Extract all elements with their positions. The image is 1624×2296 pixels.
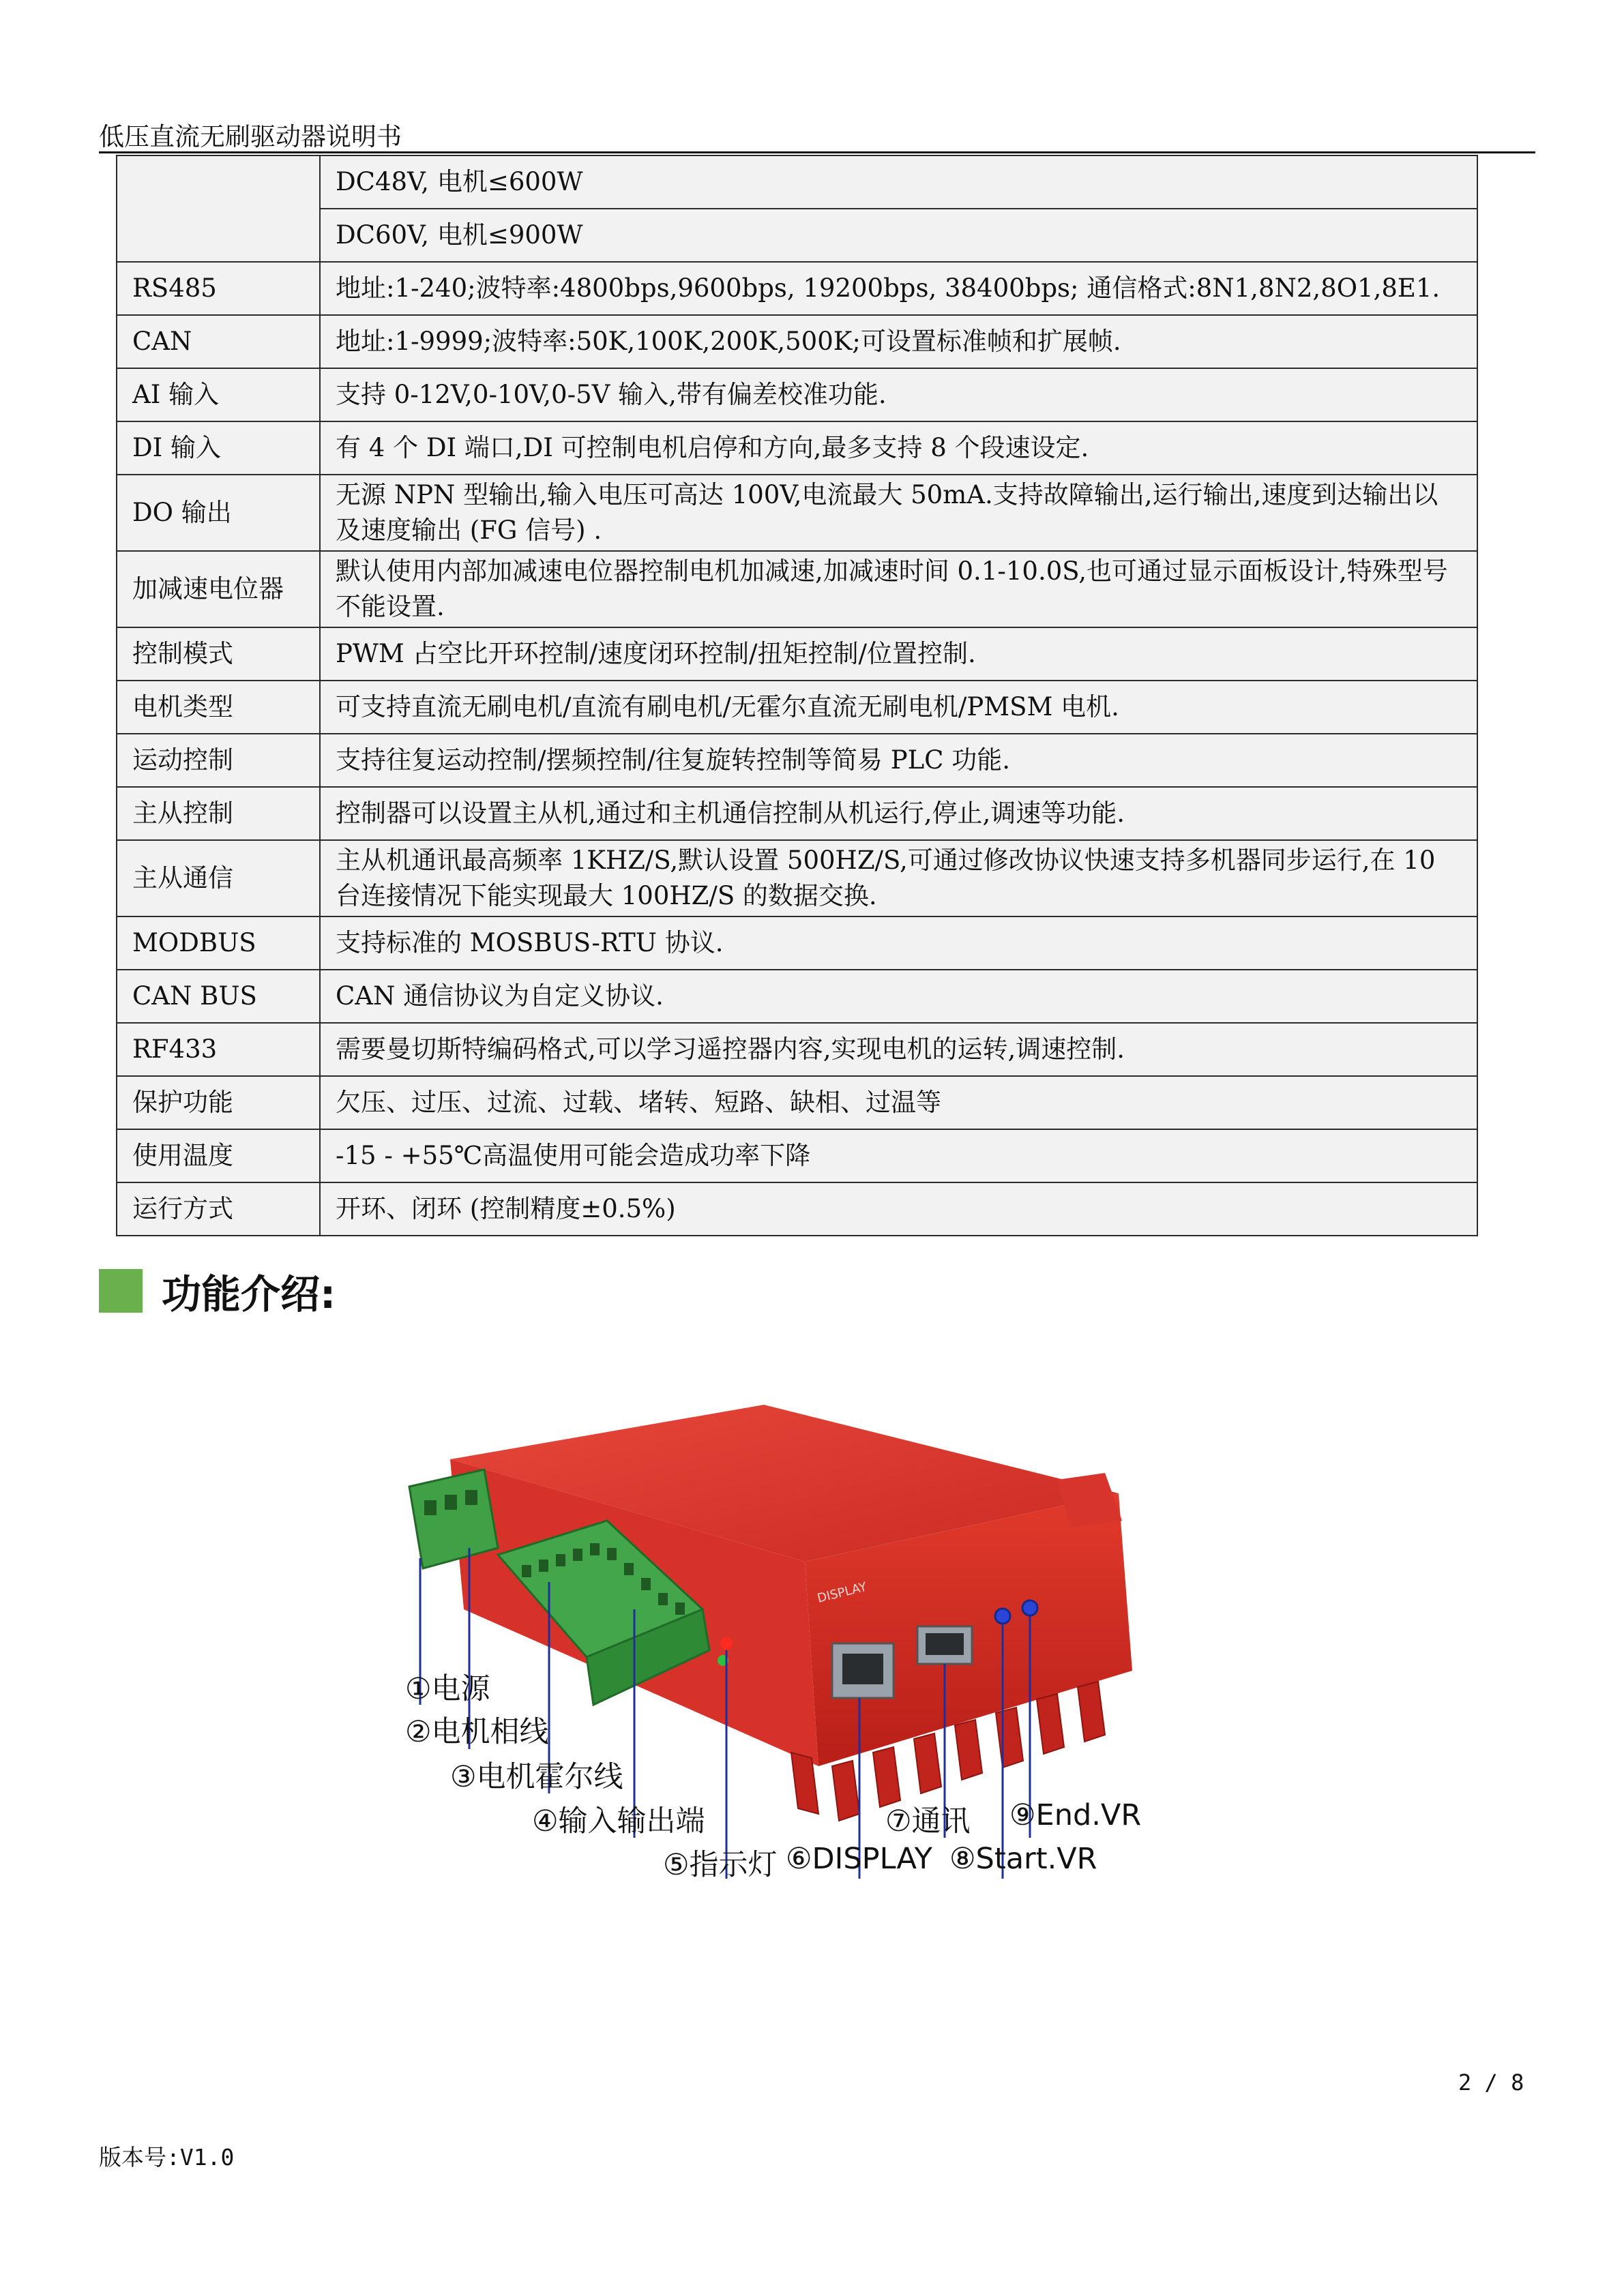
callout-motor-hall: ③电机霍尔线 <box>450 1760 623 1794</box>
table-row <box>117 209 1477 262</box>
table-cell-value: -15 - +55℃高温使用可能会造成功率下降 <box>320 1129 1477 1182</box>
table-row <box>117 734 1477 787</box>
table-cell-value: 支持往复运动控制/摆频控制/往复旋转控制等简易 PLC 功能. <box>320 734 1477 787</box>
section-marker-square-icon <box>99 1269 143 1313</box>
table-cell-value: CAN 通信协议为自定义协议. <box>320 970 1477 1023</box>
table-row <box>117 970 1477 1023</box>
table-cell-label <box>117 155 320 262</box>
table-cell-label: 电机类型 <box>117 681 320 734</box>
table-cell-value: 开环、闭环 (控制精度±0.5%) <box>320 1182 1477 1236</box>
comm-port <box>917 1626 972 1664</box>
display-port-label: DISPLAY <box>816 1579 868 1606</box>
table-row <box>117 1129 1477 1182</box>
callout-motor-phase: ②电机相线 <box>405 1715 549 1749</box>
table-cell-value: 有 4 个 DI 端口,DI 可控制电机启停和方向,最多支持 8 个段速设定. <box>320 421 1477 475</box>
callout-power: ①电源 <box>405 1672 490 1706</box>
table-cell-label: AI 输入 <box>117 368 320 421</box>
table-row <box>117 475 1477 551</box>
table-cell-value: 默认使用内部加减速电位器控制电机加减速,加减速时间 0.1-10.0S,也可通过显示面板设计,特殊型号不能设置. <box>320 551 1477 627</box>
table-row <box>117 155 1477 209</box>
callout-io-terminal: ④输入输出端 <box>532 1804 705 1838</box>
table-row <box>117 1182 1477 1236</box>
table-cell-label: 主从通信 <box>117 840 320 916</box>
table-cell-value: 主从机通讯最高频率 1KHZ/S,默认设置 500HZ/S,可通过修改协议快速支持多机器同步运行,在 10 台连接情况下能实现最大 100HZ/S 的数据交换. <box>320 840 1477 916</box>
table-cell-value: 欠压、过压、过流、过载、堵转、短路、缺相、过温等 <box>320 1076 1477 1129</box>
table-cell-value: 无源 NPN 型输出,输入电压可高达 100V,电流最大 50mA.支持故障输出,运行输出,速度到达输出以及速度输出 (FG 信号) . <box>320 475 1477 551</box>
table-cell-value: DC60V, 电机≤900W <box>320 209 1477 262</box>
table-cell-value: 支持 0-12V,0-10V,0-5V 输入,带有偏差校准功能. <box>320 368 1477 421</box>
header-divider <box>99 151 1535 153</box>
table-cell-label: RF433 <box>117 1023 320 1076</box>
table-cell-label: 运动控制 <box>117 734 320 787</box>
table-cell-value: DC48V, 电机≤600W <box>320 155 1477 209</box>
table-row <box>117 1023 1477 1076</box>
table-row <box>117 840 1477 916</box>
table-row <box>117 315 1477 368</box>
indicator-led-red <box>720 1637 733 1650</box>
callout-comm: ⑦通讯 <box>885 1804 971 1838</box>
end-vr-knob <box>1022 1600 1037 1615</box>
display-port <box>832 1643 894 1698</box>
table-cell-label: 运行方式 <box>117 1182 320 1236</box>
table-row <box>117 551 1477 627</box>
table-row <box>117 1076 1477 1129</box>
table-cell-value: 可支持直流无刷电机/直流有刷电机/无霍尔直流无刷电机/PMSM 电机. <box>320 681 1477 734</box>
table-row <box>117 681 1477 734</box>
version-label: 版本号:V1.0 <box>99 2144 235 2171</box>
table-cell-label: CAN <box>117 315 320 368</box>
table-cell-label: MODBUS <box>117 916 320 970</box>
page-number: 2 / 8 <box>1458 2070 1524 2096</box>
table-cell-value: 控制器可以设置主从机,通过和主机通信控制从机运行,停止,调速等功能. <box>320 787 1477 840</box>
table-cell-value: 支持标准的 MOSBUS-RTU 协议. <box>320 916 1477 970</box>
table-cell-label: 加减速电位器 <box>117 551 320 627</box>
table-cell-label: CAN BUS <box>117 970 320 1023</box>
table-row <box>117 627 1477 681</box>
section-title: 功能介绍: <box>162 1271 336 1317</box>
table-cell-label: DO 输出 <box>117 475 320 551</box>
table-cell-label: 保护功能 <box>117 1076 320 1129</box>
table-row <box>117 787 1477 840</box>
callout-indicator: ⑤指示灯 <box>663 1848 778 1882</box>
table-row <box>117 368 1477 421</box>
table-cell-value: 需要曼切斯特编码格式,可以学习遥控器内容,实现电机的运转,调速控制. <box>320 1023 1477 1076</box>
section-heading <box>99 1267 336 1315</box>
table-cell-label: DI 输入 <box>117 421 320 475</box>
table-row <box>117 916 1477 970</box>
callout-start-vr: ⑧Start.VR <box>949 1842 1097 1876</box>
callout-display: ⑥DISPLAY <box>786 1842 932 1876</box>
document-header-title: 低压直流无刷驱动器说明书 <box>99 122 402 151</box>
table-row <box>117 421 1477 475</box>
table-cell-value: 地址:1-240;波特率:4800bps,9600bps, 19200bps, 38400bps; 通信格式:8N1,8N2,8O1,8E1. <box>320 262 1477 315</box>
callout-end-vr: ⑨End.VR <box>1009 1798 1142 1832</box>
table-cell-label: 控制模式 <box>117 627 320 681</box>
spec-table <box>116 155 1478 1236</box>
table-cell-label: RS485 <box>117 262 320 315</box>
start-vr-knob <box>995 1609 1010 1624</box>
table-cell-label: 主从控制 <box>117 787 320 840</box>
table-cell-label: 使用温度 <box>117 1129 320 1182</box>
table-row <box>117 262 1477 315</box>
table-cell-value: 地址:1-9999;波特率:50K,100K,200K,500K;可设置标准帧和扩展帧. <box>320 315 1477 368</box>
table-cell-value: PWM 占空比开环控制/速度闭环控制/扭矩控制/位置控制. <box>320 627 1477 681</box>
